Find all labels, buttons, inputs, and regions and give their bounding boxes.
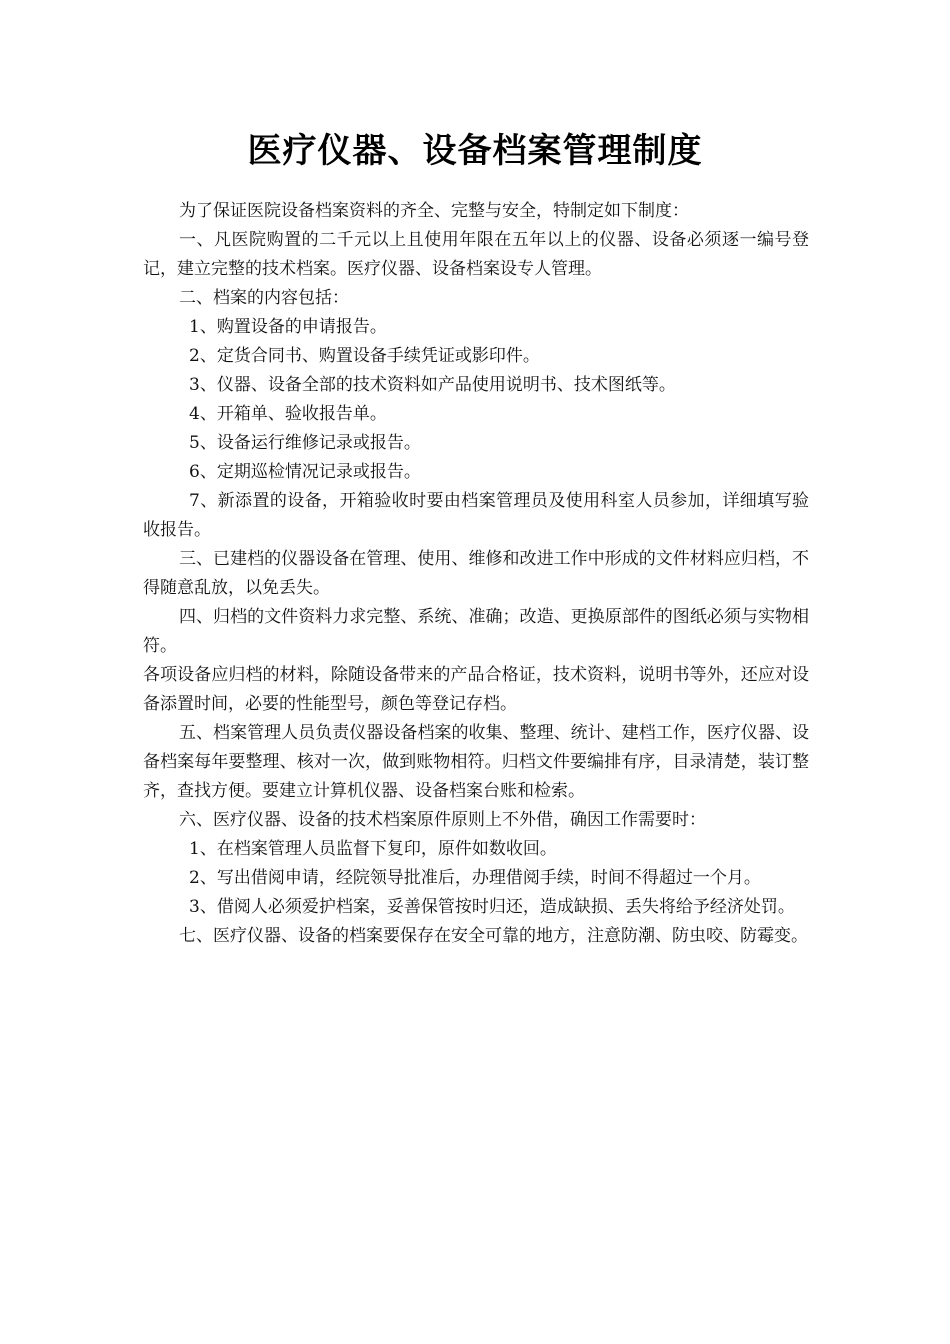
paragraph-3: 三、已建档的仪器设备在管理、使用、维修和改进工作中形成的文件材料应归档，不得随意乱放，以免丢失。 bbox=[143, 549, 809, 598]
document-title: 医疗仪器、设备档案管理制度 bbox=[247, 131, 703, 171]
list-item: 2、写出借阅申请，经院领导批准后，办理借阅手续，时间不得超过一个月。 bbox=[189, 868, 761, 888]
paragraph-5: 五、档案管理人员负责仪器设备档案的收集、整理、统计、建档工作，医疗仪器、设备档案每年要整理、核对一次，做到账物相符。归档文件要编排有序，目录清楚，装订整齐，查找方便。要建立计算机仪器、设备档案台账和检索。 bbox=[143, 723, 809, 801]
paragraph-6: 六、医疗仪器、设备的技术档案原件原则上不外借，确因工作需要时： bbox=[179, 810, 706, 830]
document-body bbox=[143, 197, 809, 951]
paragraph-intro: 为了保证医院设备档案资料的齐全、完整与安全，特制定如下制度： bbox=[179, 201, 689, 221]
list-item: 7、新添置的设备，开箱验收时要由档案管理员及使用科室人员参加，详细填写验收报告。 bbox=[143, 491, 809, 540]
list-item: 1、购置设备的申请报告。 bbox=[189, 317, 387, 337]
paragraph-7: 七、医疗仪器、设备的档案要保存在安全可靠的地方，注意防潮、防虫咬、防霉变。 bbox=[179, 926, 808, 946]
paragraph-2: 二、档案的内容包括： bbox=[179, 288, 349, 308]
list-item: 4、开箱单、验收报告单。 bbox=[189, 404, 387, 424]
list-item: 1、在档案管理人员监督下复印，原件如数收回。 bbox=[189, 839, 557, 859]
paragraph-4-note: 各项设备应归档的材料，除随设备带来的产品合格证，技术资料，说明书等外，还应对设备添置时间，必要的性能型号，颜色等登记存档。 bbox=[143, 665, 809, 714]
list-item: 6、定期巡检情况记录或报告。 bbox=[189, 462, 421, 482]
list-item: 3、仪器、设备全部的技术资料如产品使用说明书、技术图纸等。 bbox=[189, 375, 676, 395]
paragraph-4: 四、归档的文件资料力求完整、系统、准确；改造、更换原部件的图纸必须与实物相符。 bbox=[143, 607, 809, 656]
paragraph-1: 一、凡医院购置的二千元以上且使用年限在五年以上的仪器、设备必须逐一编号登记，建立完整的技术档案。医疗仪器、设备档案设专人管理。 bbox=[143, 230, 809, 279]
list-item: 2、定货合同书、购置设备手续凭证或影印件。 bbox=[189, 346, 540, 366]
list-item: 5、设备运行维修记录或报告。 bbox=[189, 433, 421, 453]
list-item: 3、借阅人必须爱护档案，妥善保管按时归还，造成缺损、丢失将给予经济处罚。 bbox=[189, 897, 795, 917]
